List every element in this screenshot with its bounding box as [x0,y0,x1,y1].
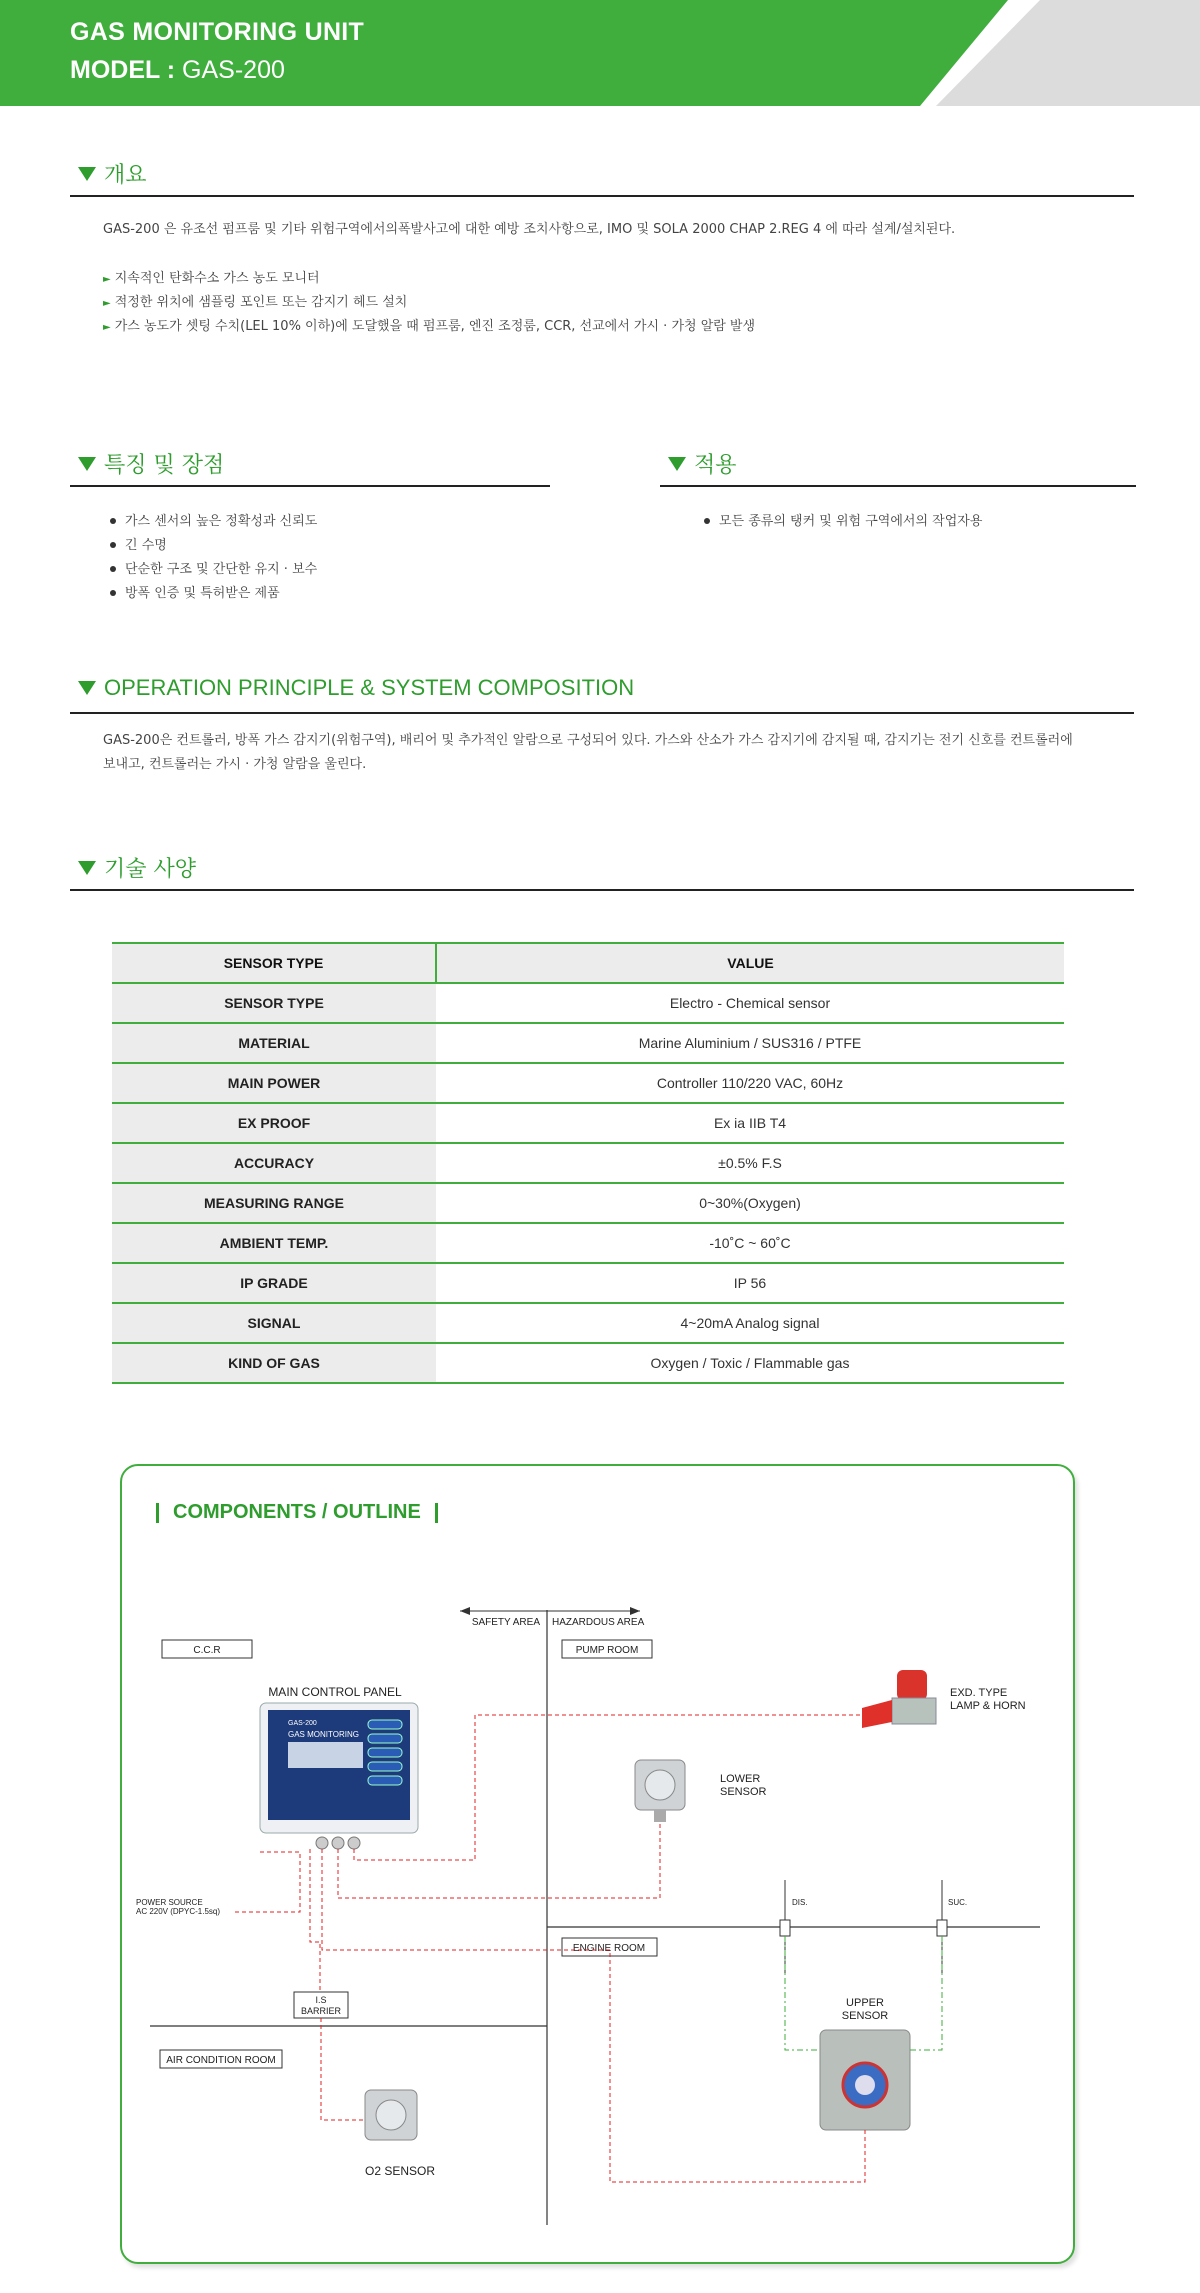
upper-sensor-label-2: SENSOR [841,2010,889,2022]
operation-title: OPERATION PRINCIPLE & SYSTEM COMPOSITION [104,675,635,700]
is-barrier-label-1: I.S [315,1995,327,2005]
spec-value: -10˚C ~ 60˚C [709,1235,791,1251]
column-header: VALUE [436,943,1064,983]
application-item: 모든 종류의 탱커 및 위험 구역에서의 작업자용 [704,510,982,529]
feature-item: 방폭 인증 및 특허받은 제품 [110,582,280,601]
specs-heading [78,852,196,883]
overview-title: 개요 [104,163,147,188]
spec-value: Ex ia IIB T4 [713,1115,787,1131]
main-panel-label: MAIN CONTROL PANEL [268,1685,402,1699]
svg-text:GAS MONITORING: GAS MONITORING [288,1730,359,1739]
hazardous-area-label: HAZARDOUS AREA [552,1617,645,1628]
table-row [112,1223,1064,1263]
features-heading [78,448,224,479]
table-row [112,1343,1064,1383]
overview-point: ► 지속적인 탄화수소 가스 농도 모니터 [103,271,320,286]
application-heading [668,448,737,479]
triangle-down-icon [668,457,686,471]
system-diagram [120,1560,1075,2260]
operation-rule [70,712,1134,714]
table-row [112,1103,1064,1143]
spec-value: 0~30%(Oxygen) [699,1195,801,1211]
horn-icon [862,1700,892,1728]
ccr-label: C.C.R [193,1645,221,1656]
table-header-row [112,943,1064,983]
components-heading [156,1501,452,1524]
product-title: GAS MONITORING UNIT [70,18,365,46]
cable-gland [332,1837,344,1849]
power-label-2: AC 220V (DPYC-1.5sq) [136,1907,221,1916]
table-row [112,983,1064,1023]
lamp-base [892,1698,936,1724]
overview-point: ► 가스 농도가 셋팅 수치(LEL 10% 이하)에 도달했을 때 펌프룸, 엔진 조정룸, CCR, 선교에서 가시 · 가청 알람 발생 [103,319,756,334]
spec-key: MAIN POWER [112,1063,436,1103]
pump-room-label: PUMP ROOM [575,1645,639,1656]
overview-heading [78,158,147,189]
spec-key: ACCURACY [112,1143,436,1183]
o2-sensor-label: O2 SENSOR [364,2164,436,2178]
spec-value: Controller 110/220 VAC, 60Hz [656,1075,844,1091]
cable-gland [316,1837,328,1849]
table-row [112,1063,1064,1103]
power-label-1: POWER SOURCE [136,1898,203,1907]
operation-line-1: GAS-200은 컨트롤러, 방폭 가스 감지기(위험구역), 배리어 및 추가적인 알람으로 구성되어 있다. 가스와 산소가 가스 감지기에 감지될 때, 감지기는 전기 신호를 컨트롤러에 [103,733,1073,748]
components-title: COMPONENTS / OUTLINE [173,1501,421,1523]
arrow-right-icon: ► [103,322,111,333]
feature-item: 가스 센서의 높은 정확성과 신뢰도 [110,510,317,529]
lower-sensor-label-1: LOWER [720,1773,761,1785]
specs-title: 기술 사양 [104,857,197,882]
features-title: 특징 및 장점 [104,453,225,478]
triangle-down-icon [78,167,96,181]
safety-area-label: SAFETY AREA [471,1617,540,1628]
operation-line-2: 보내고, 컨트롤러는 가시 · 가청 알람을 울린다. [103,757,367,772]
title-bar [435,1503,438,1523]
spec-table [112,942,1064,1384]
application-title: 적용 [694,453,737,478]
is-barrier-label-2: BARRIER [300,2006,342,2016]
page-header [0,0,1200,106]
model-label: MODEL : [70,56,176,84]
table-row [112,1263,1064,1303]
spec-key: AMBIENT TEMP. [112,1223,436,1263]
lamp-icon [897,1670,927,1700]
arrow-right-icon [630,1607,640,1615]
feature-item: 긴 수명 [110,534,167,553]
svg-text:GAS-200: GAS-200 [288,1720,317,1727]
upper-sensor-label-1: UPPER [846,1997,884,2009]
table-row [112,1183,1064,1223]
model-value: GAS-200 [182,56,285,84]
suc-label: SUC. [948,1898,968,1907]
spec-key: MATERIAL [112,1023,436,1063]
cable-gland [348,1837,360,1849]
spec-value: 4~20mA Analog signal [680,1315,820,1331]
triangle-down-icon [78,681,96,695]
spec-value: ±0.5% F.S [718,1155,782,1171]
overview-intro: GAS-200 은 유조선 펌프룸 및 기타 위험구역에서의폭발사고에 대한 예방 조치사항으로, IMO 및 SOLA 2000 CHAP 2.REG 4 에 따라 설계/설치된다. [103,222,956,237]
table-row [112,1143,1064,1183]
triangle-down-icon [78,457,96,471]
triangle-down-icon [78,861,96,875]
operation-heading [78,675,634,701]
features-rule [70,485,550,487]
spec-key: MEASURING RANGE [112,1183,436,1223]
lamp-label-2: LAMP & HORN [950,1700,1026,1712]
spec-key: SIGNAL [112,1303,436,1343]
spec-key: KIND OF GAS [112,1343,436,1383]
dis-label: DIS. [792,1898,808,1907]
specs-rule [70,889,1134,891]
spec-value: IP 56 [733,1275,767,1291]
feature-item: 단순한 구조 및 간단한 유지 · 보수 [110,558,317,577]
table-row [112,1023,1064,1063]
air-room-label: AIR CONDITION ROOM [166,2055,276,2066]
spec-value: Marine Aluminium / SUS316 / PTFE [638,1035,862,1051]
model-line [70,56,285,85]
spec-value: Oxygen / Toxic / Flammable gas [650,1355,850,1371]
application-rule [660,485,1136,487]
arrow-left-icon [460,1607,470,1615]
arrow-right-icon: ► [103,274,111,285]
spec-key: SENSOR TYPE [112,983,436,1023]
spec-key: IP GRADE [112,1263,436,1303]
spec-value: Electro - Chemical sensor [669,995,831,1011]
table-row [112,1303,1064,1343]
lower-sensor-label-2: SENSOR [720,1786,767,1798]
spec-key: EX PROOF [112,1103,436,1143]
arrow-right-icon: ► [103,298,111,309]
overview-rule [70,195,1134,197]
title-bar [156,1503,159,1523]
overview-point: ► 적정한 위치에 샘플링 포인트 또는 감지기 헤드 설치 [103,295,408,310]
lamp-label-1: EXD. TYPE [950,1687,1008,1699]
column-header: SENSOR TYPE [112,943,436,983]
engine-room-label: ENGINE ROOM [572,1943,646,1954]
panel-display [288,1742,363,1768]
